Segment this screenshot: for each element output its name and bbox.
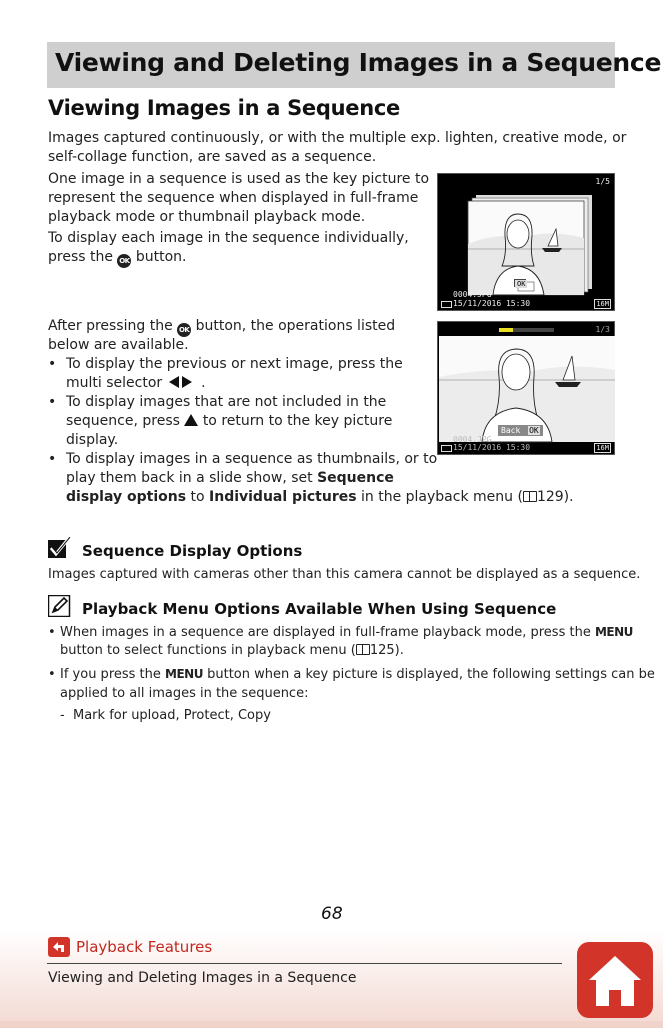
battery-icon [441,445,452,452]
intro-line-2: self-collage function, are saved as a sequence. [48,149,377,165]
book-reference-icon [356,644,370,655]
note-text-sequence-display: Images captured with cameras other than this camera cannot be displayed as a sequence. [48,567,641,582]
menu-button-label: MENU [594,625,633,639]
individual-pictures-bold: Individual pictures [209,489,357,505]
ok-label: OK [529,426,539,435]
image-size-badge: 16M [596,300,609,308]
ok-button-icon: OK [117,254,131,268]
page-reference-129[interactable]: 129). [536,489,574,505]
bullet-marker: • [48,451,57,467]
bullet-2-line-2-pre: sequence, press [66,413,180,429]
ok-play-indicator: OK [517,280,526,288]
after-pressing-post: button, the operations listed [195,318,396,334]
display-each-line-2 [48,248,187,268]
book-reference-icon [523,491,537,502]
after-pressing-line-2: below are available. [48,337,189,353]
battery-icon [441,301,452,308]
after-pressing-pre: After pressing the [48,318,173,334]
file-name: 0004.JPG [453,290,492,299]
section-link-playback-features[interactable]: Playback Features [76,938,213,956]
bottom-rule [0,1021,663,1028]
checkmark-note-icon [48,537,72,559]
bullet-1-line-2: multi selector . [66,375,206,391]
footer-divider [47,963,562,964]
bullet-3-line-2-pre: play them back in a slide show, set [66,470,313,486]
bullet-3-line-1: To display images in a sequence as thumbnails, or to [66,451,438,467]
image-size-badge: 16M [596,444,609,452]
key-picture-line-1: One image in a sequence is used as the key picture to [48,171,430,187]
up-arrow-icon [184,414,198,426]
playback-menu-text: in the playback menu ( [361,489,523,505]
note-heading-sequence-display: Sequence Display Options [82,542,303,560]
bullet-marker: • [48,394,57,410]
back-label: Back [501,426,521,435]
note2-bullet-1-line-2 [60,641,404,660]
return-arrow-icon [48,937,70,957]
date-time: 15/11/2016 15:30 [453,299,531,308]
note2-bullet-1-line-1 [60,623,633,642]
display-options-bold: display options [66,489,187,505]
camera-screen-sequence [437,321,615,455]
sequence-bold: Sequence [317,470,394,486]
home-icon [577,942,653,1018]
section-heading: Viewing Images in a Sequence [48,96,400,120]
pencil-note-icon [48,595,72,617]
ok-button-icon: OK [177,323,191,337]
note-heading-playback-menu: Playback Menu Options Available When Using Sequence [82,600,557,618]
bullet-marker: • [48,356,57,372]
note2-bullet-2-pre: If you press the [60,667,161,682]
back-ok-hint [498,425,543,436]
bullet-2-line-3: display. [66,432,119,448]
page-reference-125[interactable]: 125). [369,643,404,658]
sub-item-settings: Mark for upload, Protect, Copy [73,708,271,723]
frame-counter: 1/5 [595,177,610,186]
display-each-post: button. [135,249,187,265]
back-arrow-icon[interactable] [48,937,70,957]
note2-bullet-2-post: button when a key picture is displayed, the following settings can be [207,667,655,682]
note2-bullet-1-line-2-text: button to select functions in playback menu ( [60,643,356,658]
intro-line-1: Images captured continuously, or with the multiple exp. lighten, creative mode, or [48,130,627,146]
bullet-marker: • [48,667,56,682]
bullet-1-line-2-text: multi selector [66,375,163,391]
bullet-3-line-2 [66,469,394,488]
footer-breadcrumb: Viewing and Deleting Images in a Sequence [48,970,357,986]
page-title: Viewing and Deleting Images in a Sequence [55,48,662,77]
after-pressing-line-1 [48,317,395,337]
to-word: to [190,489,205,505]
bullet-3-line-3 [66,488,574,507]
bullet-2-line-1: To display images that are not included in the [66,394,387,410]
menu-button-label: MENU [165,667,203,681]
bullet-1-line-1: To display the previous or next image, press the [66,356,403,372]
note2-bullet-2-line-2: applied to all images in the sequence: [60,686,309,701]
frame-counter: 1/3 [595,325,610,334]
display-each-pre: press the [48,249,113,265]
key-picture-line-3: playback mode or thumbnail playback mode. [48,209,366,225]
note2-bullet-2-line-1 [60,665,655,684]
date-time: 15/11/2016 15:30 [453,443,531,452]
page-number: 68 [321,904,343,924]
file-name: 0004.JPG [453,435,492,444]
bullet-marker: • [48,625,56,640]
home-button[interactable] [577,942,653,1018]
key-picture-line-2: represent the sequence when displayed in full-frame [48,190,419,206]
note2-bullet-1-pre: When images in a sequence are displayed in full-frame playback mode, press the [60,625,591,640]
bullet-2-line-2-post: to return to the key picture [202,413,393,429]
display-each-line-1: To display each image in the sequence individually, [48,230,409,246]
sub-item-dash: - [60,708,65,723]
left-right-arrows-icon [167,376,197,388]
bullet-2-line-2 [66,412,392,431]
camera-screen-key-picture [437,173,615,311]
